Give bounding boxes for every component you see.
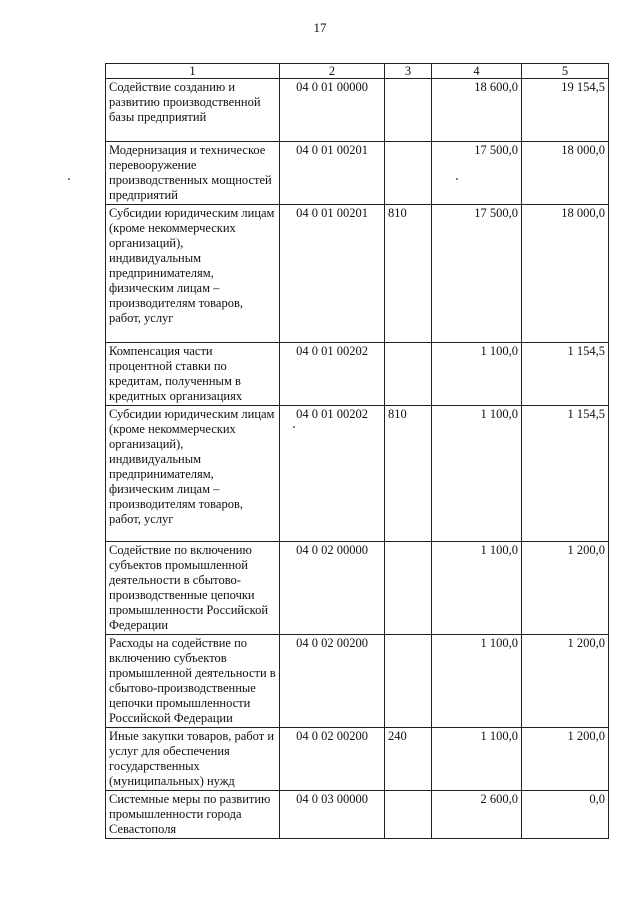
row-expense-type: [385, 142, 432, 205]
row-sum-1: 18 600,0: [432, 79, 522, 142]
row-name: Компенсация части процентной ставки по кредитам, полученным в кредитных организациях: [106, 343, 280, 406]
row-code: 04 0 01 00202: [280, 406, 385, 542]
page-number: 17: [313, 20, 327, 35]
row-code: 04 0 02 00200: [280, 635, 385, 728]
row-code: 04 0 01 00201: [280, 205, 385, 343]
row-sum-2: 0,0: [522, 791, 609, 839]
column-header-5: 5: [522, 64, 609, 79]
row-name: Иные закупки товаров, работ и услуг для обеспечения государственных (муниципальных) нужд: [106, 728, 280, 791]
table-row: [106, 343, 609, 406]
row-code: 04 0 02 00200: [280, 728, 385, 791]
row-name: Субсидии юридическим лицам (кроме некоммерческих организаций), индивидуальным предпринимателям, физическим лицам – производителям товаров, работ, услуг: [106, 205, 280, 343]
table-row: [106, 79, 609, 142]
row-name: Содействие созданию и развитию производственной базы предприятий: [106, 79, 280, 142]
row-sum-1: 17 500,0: [432, 205, 522, 343]
row-sum-2: 18 000,0: [522, 142, 609, 205]
row-sum-2: 18 000,0: [522, 205, 609, 343]
table-row: [106, 142, 609, 205]
row-code: 04 0 03 00000: [280, 791, 385, 839]
row-sum-2: 1 154,5: [522, 406, 609, 542]
table-row: [106, 635, 609, 728]
table-row: [106, 728, 609, 791]
row-sum-1: 1 100,0: [432, 728, 522, 791]
column-header-3: 3: [385, 64, 432, 79]
row-code: 04 0 01 00000: [280, 79, 385, 142]
row-expense-type: [385, 542, 432, 635]
row-sum-1: 17 500,0: [432, 142, 522, 205]
table-row: [106, 406, 609, 542]
header-row: [106, 64, 609, 79]
row-code: 04 0 01 00202: [280, 343, 385, 406]
scan-speck: [68, 178, 70, 180]
column-header-2: 2: [280, 64, 385, 79]
row-expense-type: 810: [385, 406, 432, 542]
row-name: Содействие по включению субъектов промышленной деятельности в сбытово-производственные цепочки промышленности Российской Федерации: [106, 542, 280, 635]
row-sum-2: 1 154,5: [522, 343, 609, 406]
row-expense-type: [385, 343, 432, 406]
budget-table: [105, 63, 609, 839]
row-expense-type: 810: [385, 205, 432, 343]
row-code: 04 0 02 00000: [280, 542, 385, 635]
table-row: [106, 542, 609, 635]
table-row: [106, 205, 609, 343]
row-sum-2: 19 154,5: [522, 79, 609, 142]
row-name: Модернизация и техническое перевооружение производственных мощностей предприятий: [106, 142, 280, 205]
table-row: [106, 791, 609, 839]
row-code: 04 0 01 00201: [280, 142, 385, 205]
row-sum-1: 2 600,0: [432, 791, 522, 839]
row-expense-type: [385, 791, 432, 839]
row-sum-2: 1 200,0: [522, 542, 609, 635]
row-sum-1: 1 100,0: [432, 542, 522, 635]
row-sum-1: 1 100,0: [432, 635, 522, 728]
row-name: Субсидии юридическим лицам (кроме некоммерческих организаций), индивидуальным предпринимателям, физическим лицам – производителям товаров, работ, услуг: [106, 406, 280, 542]
row-expense-type: [385, 79, 432, 142]
row-sum-1: 1 100,0: [432, 343, 522, 406]
row-sum-2: 1 200,0: [522, 635, 609, 728]
column-header-4: 4: [432, 64, 522, 79]
row-expense-type: 240: [385, 728, 432, 791]
row-sum-1: 1 100,0: [432, 406, 522, 542]
row-expense-type: [385, 635, 432, 728]
row-name: Системные меры по развитию промышленности города Севастополя: [106, 791, 280, 839]
column-header-1: 1: [106, 64, 280, 79]
row-name: Расходы на содействие по включению субъектов промышленной деятельности в сбытово-производственные цепочки промышленности Российской Федерации: [106, 635, 280, 728]
row-sum-2: 1 200,0: [522, 728, 609, 791]
